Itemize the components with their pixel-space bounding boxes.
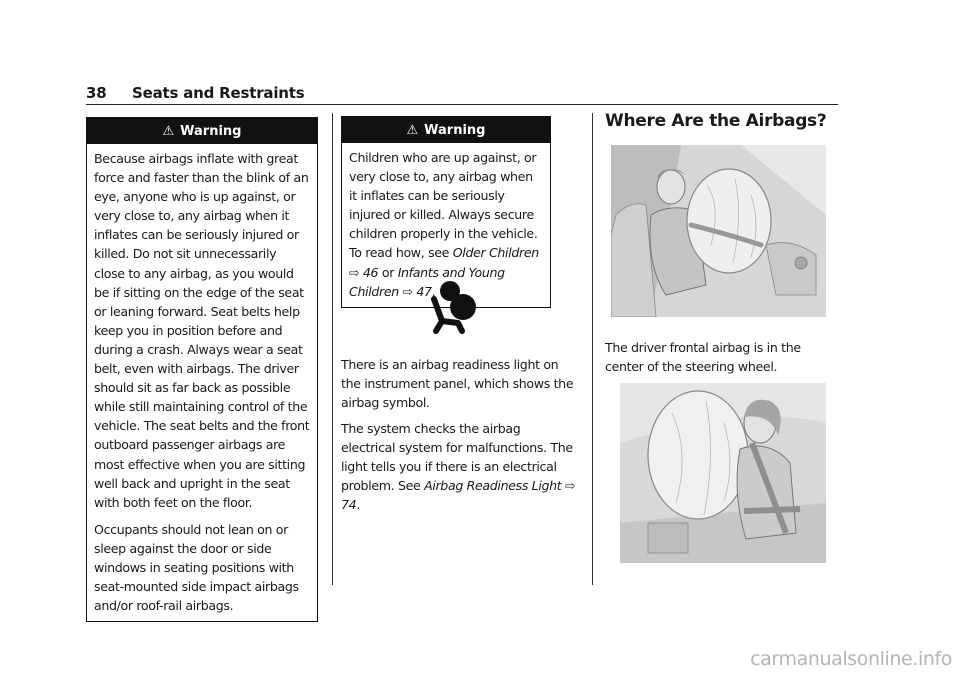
link-airbag-readiness-light[interactable]: Airbag Readiness Light (424, 478, 562, 493)
paragraph-text: . (356, 497, 360, 512)
link-older-children[interactable]: Older Children (452, 245, 539, 261)
paragraph (341, 419, 577, 514)
page-number: 38 (86, 84, 107, 102)
warning-paragraph: Occupants should not lean on or sleep against the door or side windows in seating positions with seat-mounted side impact airbags and/or roof-rail airbags. (94, 521, 299, 614)
warning-triangle-icon: ⚠ (162, 123, 175, 139)
driver-airbag-illustration (611, 145, 826, 317)
warning-text: . (431, 283, 436, 299)
warning-text: or (378, 264, 398, 280)
paragraph: There is an airbag readiness light on the instrument panel, which shows the airbag symbol. (341, 357, 574, 410)
section-title: Seats and Restraints (132, 84, 305, 102)
warning-box-airbag-force (86, 117, 318, 622)
warning-header (87, 118, 317, 144)
link-infants-young-children[interactable]: Infants and Young Children (349, 264, 505, 299)
section-heading: Where Are the Airbags? (605, 111, 827, 131)
warning-triangle-icon: ⚠ (406, 122, 419, 138)
warning-paragraph: Because airbags inflate with great force and faster than the blink of an eye, anyone who is up against, or very close to, any airbag when it inflates can be seriously injured or killed. Do not sit unnecessarily close to any airbag, as you would be if sitting on the edge of the seat or leaning forward. Seat belts help keep you in position before and during a crash. Always wear a seat belt, even with airbags. The driver should sit as far back as possible while still maintaining control of the vehicle. The seat belts and the front outboard passenger airbags are most effective when you are sitting well back and upright in the seat with both feet on the floor. (94, 151, 310, 510)
column2-text (341, 355, 577, 521)
watermark: carmanualsonline.info (750, 648, 952, 670)
paragraph: The driver frontal airbag is in the center of the steering wheel. (605, 340, 801, 374)
column-divider-2 (592, 113, 593, 585)
warning-paragraph (349, 148, 543, 301)
warning-label: Warning (424, 122, 486, 138)
warning-body (87, 144, 317, 621)
warning-text: Children who are up against, or very close to, any airbag when it inflates can be seriously injured or killed. Always secure children properly in the vehicle. To read how, see (349, 150, 538, 261)
warning-header (342, 117, 550, 143)
page-ref-74[interactable]: 74 (341, 497, 357, 512)
page-ref-47[interactable]: 47 (416, 283, 432, 299)
warning-label: Warning (180, 123, 242, 139)
page-ref-46[interactable]: 46 (362, 264, 379, 280)
page-header (86, 82, 838, 105)
airbag-readiness-icon (414, 279, 486, 335)
paragraph-text: The system checks the airbag electrical system for malfunctions. The light tells you if there is an electrical problem. See (341, 421, 573, 493)
passenger-airbag-illustration (620, 383, 826, 563)
column-divider-1 (332, 113, 333, 585)
page-ref-arrow-icon: ⇨ (402, 283, 413, 299)
column3-caption (605, 338, 837, 383)
page-ref-arrow-icon: ⇨ (349, 264, 360, 280)
page-ref-arrow-icon: ⇨ (565, 478, 576, 493)
